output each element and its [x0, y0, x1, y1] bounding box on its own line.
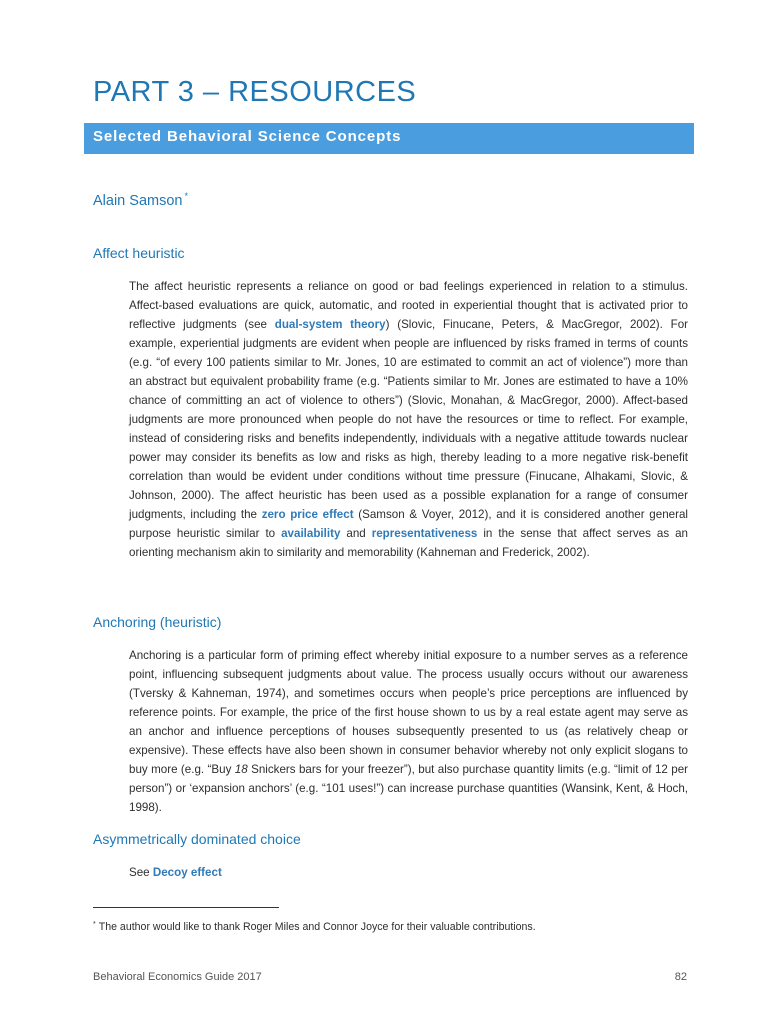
text-span: See: [129, 866, 153, 879]
author-label: Alain Samson: [93, 193, 183, 209]
heading-affect-heuristic: Affect heuristic: [93, 245, 185, 261]
text-span: Snickers bars for your freezer”), but also purchase quantity limits (e.g. “limit of 12 per person”) or ‘expansion anchors’ (e.g. “101 uses!”) can increase purchase quantities (Wansink, Kent, & Hoch, 1998).: [129, 763, 688, 814]
link-zero-price-effect[interactable]: zero price effect: [261, 508, 354, 521]
paragraph-anchoring: [129, 646, 688, 817]
part-title: PART 3 – RESOURCES: [93, 76, 417, 108]
page-number: 82: [674, 971, 687, 983]
italic-number: 18: [234, 763, 248, 776]
link-decoy-effect[interactable]: Decoy effect: [152, 866, 222, 879]
section-banner: Selected Behavioral Science Concepts: [84, 123, 694, 154]
footnote-mark: *: [93, 921, 96, 928]
paragraph-see-also: [129, 863, 688, 882]
link-dual-system-theory[interactable]: dual-system theory: [274, 318, 386, 331]
text-span: in the sense that affect serves as an orienting mechanism akin to similarity and memorability (Kahneman and Frederick, 2002).: [129, 527, 688, 559]
link-representativeness[interactable]: representativeness: [371, 527, 478, 540]
text-span: The affect heuristic represents a reliance on good or bad feelings experienced in relation to a stimulus. Affect-based evaluations are quick, automatic, and rooted in experiential thought that is activated prior to reflective judgments (see: [129, 280, 688, 331]
heading-asymmetrically-dominated-choice: Asymmetrically dominated choice: [93, 831, 301, 847]
footer-title: Behavioral Economics Guide 2017: [93, 971, 262, 983]
link-availability[interactable]: availability: [281, 527, 341, 540]
paragraph-affect-heuristic: [129, 277, 688, 562]
heading-anchoring: Anchoring (heuristic): [93, 614, 222, 630]
text-span: (Samson & Voyer, 2012), and it is considered another general purpose heuristic similar to: [129, 508, 688, 540]
footnote-marker[interactable]: *: [184, 191, 188, 201]
footnote: [93, 921, 536, 933]
text-span: Anchoring is a particular form of priming effect whereby initial exposure to a number serves as a reference point, influencing subsequent judgments about value. The process usually occurs without our awareness (Tversky & Kahneman, 1974), and sometimes occurs when people’s price perceptions are influenced by reference points. For example, the price of the first house shown to us by a real estate agent may serve as an anchor and influence perceptions of houses subsequently presented to us (as relatively cheap or expensive). These effects have also been shown in consumer behavior whereby not only explicit slogans to buy more (e.g. “Buy: [129, 649, 688, 776]
footnote-divider: [93, 907, 279, 908]
author-name: [93, 191, 188, 209]
text-span: ) (Slovic, Finucane, Peters, & MacGregor, 2002). For example, experiential judgments are evident when people are influenced by risks framed in terms of counts (e.g. “of every 100 patients similar to Mr. Jones, 10 are estimated to commit an act of violence”) more than an abstract but equivalent probability frame (e.g. “Patients similar to Mr. Jones are estimated to have a 10% chance of committing an act of violence to others”) (Slovic, Monahan, & MacGregor, 2000). Affect-based judgments are more pronounced when people do not have the resources or time to reflect. For example, instead of considering risks and benefits independently, individuals with a negative attitude towards nuclear power may consider its benefits as low and risks as high, thereby leading to a more negative risk-benefit correlation than would be evident under conditions without time pressure (Finucane, Alhakami, Slovic, & Johnson, 2000). The affect heuristic has been used as a possible explanation for a range of consumer judgments, including the: [129, 318, 689, 521]
text-span: and: [340, 527, 372, 540]
footnote-text: The author would like to thank Roger Miles and Connor Joyce for their valuable contributions.: [98, 921, 536, 933]
